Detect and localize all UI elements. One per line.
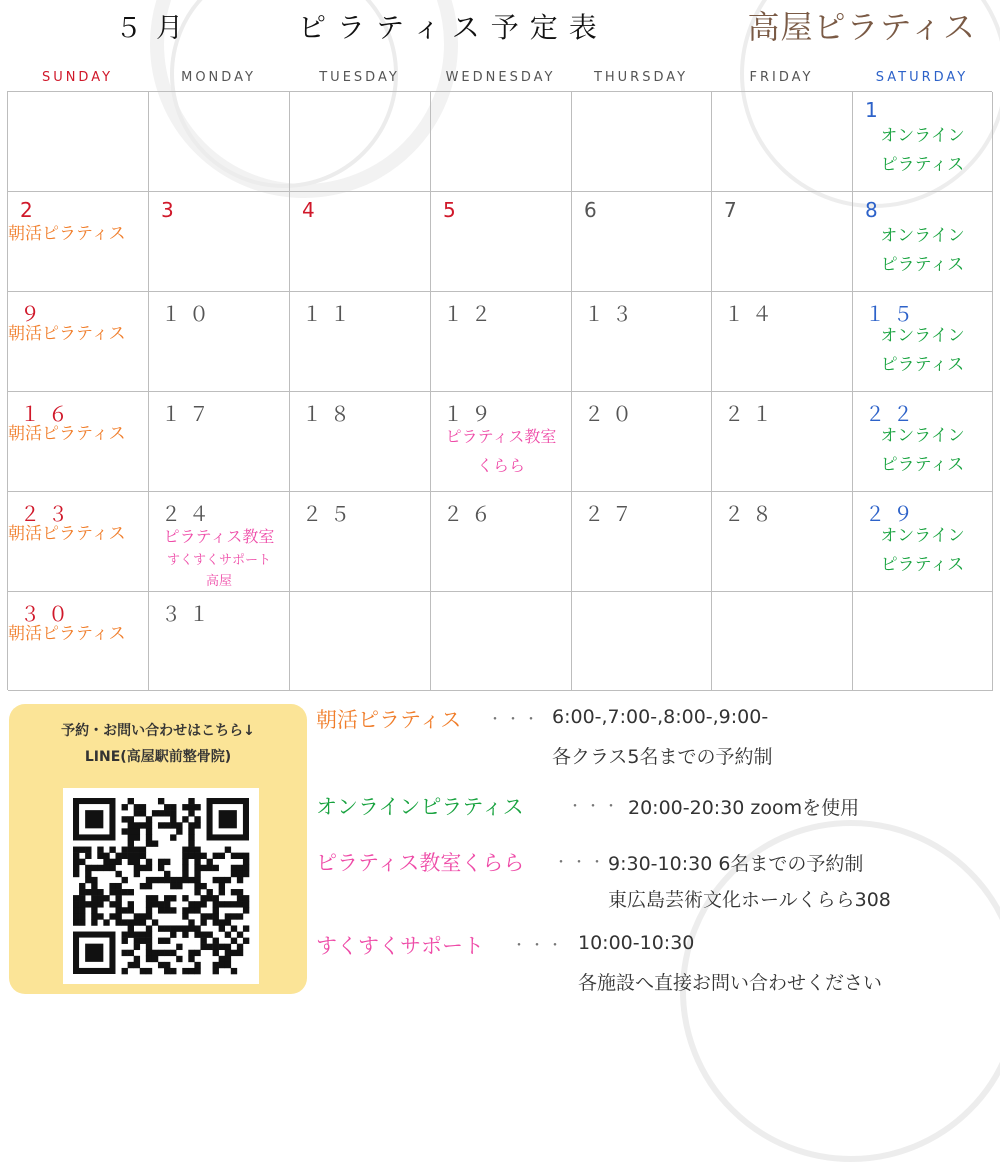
day-number: １８ xyxy=(302,402,358,426)
calendar-empty-cell xyxy=(853,592,993,691)
weekday-friday: FRIDAY xyxy=(749,70,814,85)
event-sukusuku-support: すくすくサポート xyxy=(166,553,271,568)
day-number: 3 xyxy=(161,198,182,222)
event-online-pilates: ピラティス xyxy=(880,555,965,575)
calendar-day xyxy=(853,192,993,292)
legend-detail-line: 東広島芸術文化ホールくらら308 xyxy=(608,889,891,911)
calendar-day xyxy=(853,292,993,392)
calendar-empty-cell xyxy=(8,92,149,192)
day-number: ３０ xyxy=(20,602,76,626)
event-online-pilates: オンライン xyxy=(880,426,965,446)
calendar-day xyxy=(8,192,149,292)
calendar-day xyxy=(149,292,290,392)
day-number: 7 xyxy=(724,198,745,222)
legend-separator: ・・・ xyxy=(512,938,566,954)
day-number: ２６ xyxy=(443,502,499,526)
day-number: 5 xyxy=(443,198,464,222)
calendar-day xyxy=(853,492,993,592)
weekday-thursday: THURSDAY xyxy=(593,70,689,85)
weekday-saturday: SATURDAY xyxy=(875,70,969,85)
day-number: １０ xyxy=(161,302,217,326)
day-number: ２５ xyxy=(302,502,358,526)
day-number: ２８ xyxy=(724,502,780,526)
day-number: 6 xyxy=(584,198,605,222)
calendar-day xyxy=(572,392,712,492)
calendar-day xyxy=(8,592,149,691)
calendar-day xyxy=(712,292,853,392)
legend-detail-line: 20:00-20:30 zoomを使用 xyxy=(628,797,860,819)
calendar-empty-cell xyxy=(431,592,572,691)
day-number: 1 xyxy=(865,98,886,122)
event-online-pilates: ピラティス xyxy=(880,255,965,275)
line-qr-code[interactable] xyxy=(63,788,259,984)
day-number: ９ xyxy=(20,302,48,326)
calendar-day xyxy=(572,492,712,592)
day-number: ２４ xyxy=(161,502,217,526)
day-number: ２９ xyxy=(865,502,921,526)
studio-name: 高屋ピラティス xyxy=(747,8,976,46)
calendar-empty-cell xyxy=(572,92,712,192)
event-asakatsu-pilates: 朝活ピラティス xyxy=(8,524,126,544)
weekday-wednesday: WEDNESDAY xyxy=(445,70,556,85)
day-number: 8 xyxy=(865,198,886,222)
legend-detail-line: 9:30-10:30 6名までの予約制 xyxy=(608,853,864,875)
legend-class-name: すくすくサポート xyxy=(316,934,484,958)
day-number: ２７ xyxy=(584,502,640,526)
calendar-day xyxy=(290,292,431,392)
event-sukusuku-support: 高屋 xyxy=(205,574,232,589)
contact-line-1: 予約・お問い合わせはこちら↓ xyxy=(61,723,255,739)
event-asakatsu-pilates: 朝活ピラティス xyxy=(8,224,126,244)
day-number: １９ xyxy=(443,402,499,426)
legend-separator: ・・・ xyxy=(568,799,622,815)
calendar-day xyxy=(712,192,853,292)
weekday-monday: MONDAY xyxy=(181,70,256,85)
contact-line-2: LINE(高屋駅前整骨院) xyxy=(84,749,232,765)
calendar-day xyxy=(431,192,572,292)
calendar-day xyxy=(290,392,431,492)
weekday-tuesday: TUESDAY xyxy=(319,70,400,85)
legend-class-name: ピラティス教室くらら xyxy=(316,851,525,875)
day-number: １７ xyxy=(161,402,217,426)
day-number: １１ xyxy=(302,302,358,326)
calendar-day xyxy=(149,192,290,292)
contact-panel xyxy=(9,704,307,994)
event-pilates-class: ピラティス教室 xyxy=(445,427,557,446)
legend-detail-line: 6:00-,7:00-,8:00-,9:00- xyxy=(552,706,769,728)
calendar-empty-cell xyxy=(431,92,572,192)
calendar-empty-cell xyxy=(149,92,290,192)
day-number: １２ xyxy=(443,302,499,326)
event-online-pilates: オンライン xyxy=(880,526,965,546)
day-number: 4 xyxy=(302,198,323,222)
calendar-empty-cell xyxy=(712,92,853,192)
calendar-day xyxy=(149,492,290,592)
day-number: １４ xyxy=(724,302,780,326)
calendar-day xyxy=(8,392,149,492)
calendar-empty-cell xyxy=(290,92,431,192)
calendar-day xyxy=(572,292,712,392)
calendar-day xyxy=(8,492,149,592)
event-asakatsu-pilates: 朝活ピラティス xyxy=(8,624,126,644)
event-online-pilates: オンライン xyxy=(880,326,965,346)
calendar-day xyxy=(431,292,572,392)
calendar-day xyxy=(572,192,712,292)
calendar-day xyxy=(149,592,290,691)
legend-class-name: 朝活ピラティス xyxy=(316,708,462,732)
event-asakatsu-pilates: 朝活ピラティス xyxy=(8,324,126,344)
calendar-day xyxy=(712,392,853,492)
calendar-day xyxy=(431,492,572,592)
calendar-day xyxy=(149,392,290,492)
weekday-sunday: SUNDAY xyxy=(41,70,114,85)
event-online-pilates: ピラティス xyxy=(880,455,965,475)
legend-separator: ・・・ xyxy=(554,855,608,871)
event-online-pilates: ピラティス xyxy=(880,155,965,175)
day-number: 2 xyxy=(20,198,41,222)
event-online-pilates: ピラティス xyxy=(880,355,965,375)
event-pilates-class: ピラティス教室 xyxy=(163,527,275,546)
day-number: ３１ xyxy=(161,602,217,626)
calendar-empty-cell xyxy=(712,592,853,691)
calendar-empty-cell xyxy=(290,592,431,691)
day-number: １６ xyxy=(20,402,76,426)
legend-detail-line: 各施設へ直接お問い合わせください xyxy=(578,972,883,994)
day-number: ２３ xyxy=(20,502,76,526)
legend-class-name: オンラインピラティス xyxy=(316,795,524,819)
calendar-day xyxy=(853,392,993,492)
calendar-grid xyxy=(7,91,992,690)
legend-detail-line: 各クラス5名までの予約制 xyxy=(552,746,773,768)
calendar-empty-cell xyxy=(572,592,712,691)
month-label: ５月 xyxy=(115,13,197,44)
calendar-day xyxy=(8,292,149,392)
day-number: ２１ xyxy=(724,402,780,426)
page-header xyxy=(0,0,1000,50)
calendar-day xyxy=(290,192,431,292)
calendar-day xyxy=(431,392,572,492)
day-number: ２０ xyxy=(584,402,640,426)
legend-detail-line: 10:00-10:30 xyxy=(578,932,695,954)
event-online-pilates: オンライン xyxy=(880,226,965,246)
event-asakatsu-pilates: 朝活ピラティス xyxy=(8,424,126,444)
calendar-day xyxy=(853,92,993,192)
day-number: １５ xyxy=(865,302,921,326)
legend-separator: ・・・ xyxy=(488,712,542,728)
day-number: １３ xyxy=(584,302,640,326)
calendar-day xyxy=(290,492,431,592)
event-online-pilates: オンライン xyxy=(880,126,965,146)
day-number: ２２ xyxy=(865,402,921,426)
calendar-day xyxy=(712,492,853,592)
page-title: ピラティス予定表 xyxy=(298,11,608,44)
event-pilates-class: くらら xyxy=(476,456,525,475)
